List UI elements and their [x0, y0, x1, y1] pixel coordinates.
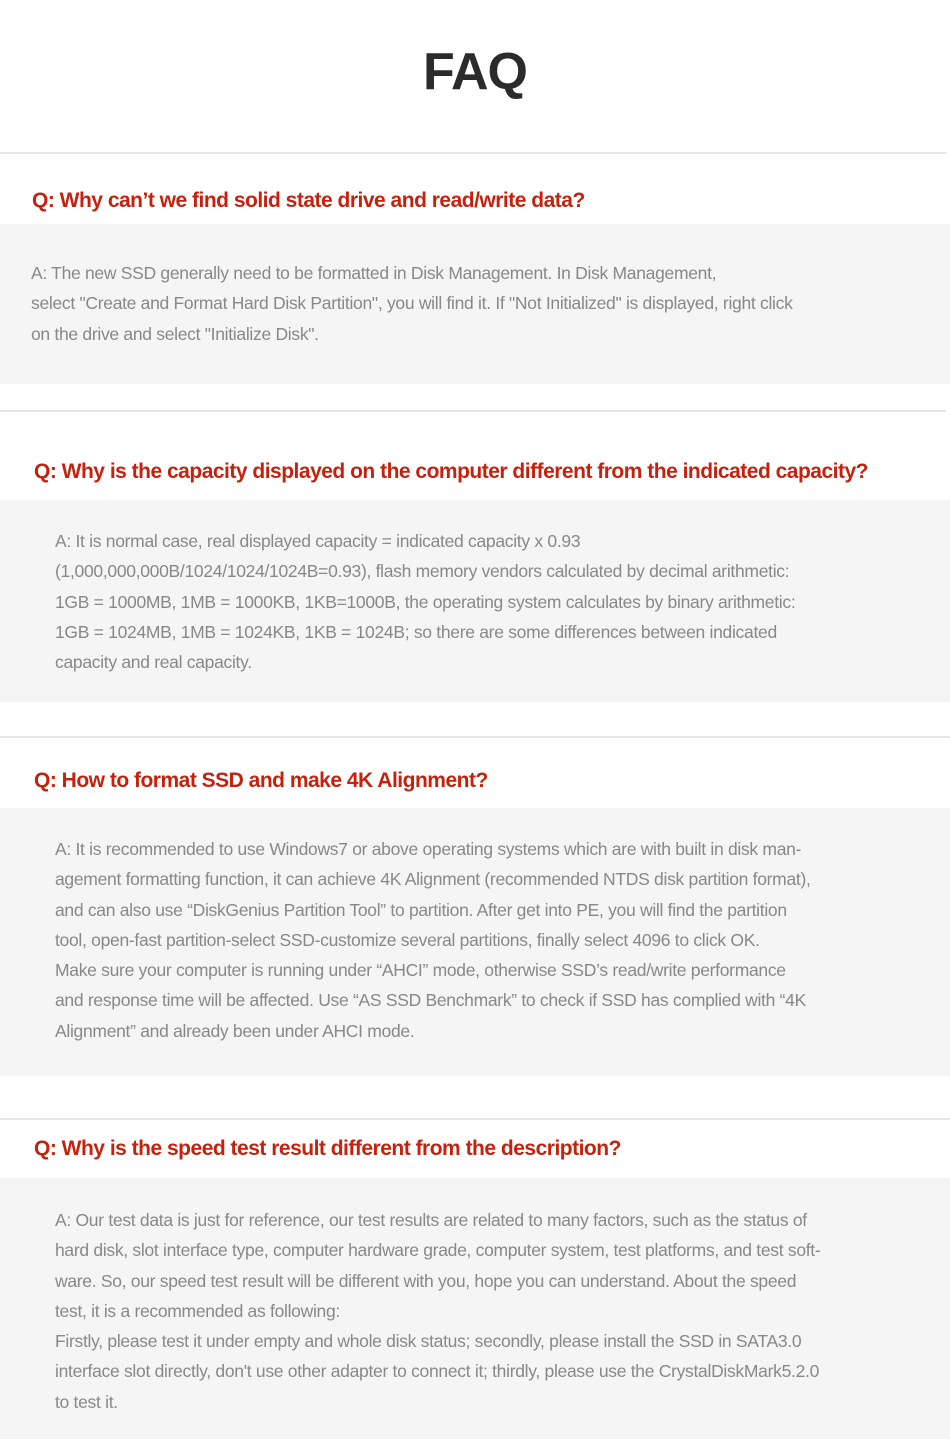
- faq-answer: [55, 526, 795, 677]
- faq-answer-line: and can also use “DiskGenius Partition Tool” to partition. After get into PE, you will find the partition: [55, 899, 787, 920]
- faq-answer-line: interface slot directly, don't use other adapter to connect it; thirdly, please use the CrystalDiskMark5.2.0: [55, 1361, 820, 1382]
- faq-answer-line: agement formatting function, it can achieve 4K Alignment (recommended NTDS disk partition format),: [55, 869, 811, 890]
- faq-answer-line: and response time will be affected. Use “AS SSD Benchmark” to check if SSD has complied with “4K: [55, 990, 806, 1011]
- faq-answer-line: capacity and real capacity.: [55, 652, 252, 673]
- faq-answer-line: 1GB = 1000MB, 1MB = 1000KB, 1KB=1000B, the operating system calculates by binary arithmetic:: [55, 591, 796, 612]
- faq-question: Q: Why is the capacity displayed on the computer different from the indicated capacity?: [34, 460, 868, 483]
- faq-answer-line: Alignment” and already been under AHCI mode.: [55, 1020, 415, 1041]
- faq-answer-line: ware. So, our speed test result will be different with you, hope you can understand. About the speed: [55, 1270, 797, 1291]
- faq-answer: [55, 1205, 820, 1417]
- section-divider: [0, 410, 946, 412]
- section-divider: [0, 152, 946, 154]
- faq-answer-line: to test it.: [55, 1391, 118, 1412]
- faq-answer-line: select "Create and Format Hard Disk Partition", you will find it. If "Not Initialized" is displayed, right click: [31, 293, 793, 314]
- section-divider: [0, 1118, 950, 1120]
- faq-question: Q: Why is the speed test result different from the description?: [34, 1137, 621, 1160]
- faq-answer-line: tool, open-fast partition-select SSD-customize several partitions, finally select 4096 to click OK.: [55, 929, 760, 950]
- faq-answer-line: A: It is normal case, real displayed capacity = indicated capacity x 0.93: [55, 531, 581, 551]
- faq-answer-line: on the drive and select "Initialize Disk".: [31, 323, 319, 344]
- page-title: FAQ: [423, 43, 527, 101]
- faq-question: Q: Why can’t we find solid state drive and read/write data?: [32, 189, 585, 212]
- faq-answer-line: test, it is a recommended as following:: [55, 1300, 340, 1321]
- faq-answer-line: Firstly, please test it under empty and whole disk status; secondly, please install the SSD in SATA3.0: [55, 1331, 802, 1352]
- faq-answer-line: Make sure your computer is running under “AHCI” mode, otherwise SSD’s read/write performance: [55, 960, 786, 981]
- faq-answer: [55, 834, 811, 1046]
- faq-answer-line: (1,000,000,000B/1024/1024/1024B=0.93), flash memory vendors calculated by decimal arithmetic:: [55, 561, 790, 582]
- faq-answer-line: A: It is recommended to use Windows7 or above operating systems which are with built in disk man-: [55, 839, 802, 859]
- faq-question: Q: How to format SSD and make 4K Alignment?: [34, 769, 488, 792]
- faq-answer-line: A: The new SSD generally need to be formatted in Disk Management. In Disk Management,: [31, 263, 717, 283]
- faq-answer: [31, 258, 793, 349]
- faq-answer-line: hard disk, slot interface type, computer hardware grade, computer system, test platforms, and test soft-: [55, 1240, 821, 1261]
- faq-answer-line: A: Our test data is just for reference, our test results are related to many factors, such as the status of: [55, 1210, 807, 1230]
- section-divider: [0, 736, 950, 738]
- faq-answer-line: 1GB = 1024MB, 1MB = 1024KB, 1KB = 1024B; so there are some differences between indicated: [55, 621, 777, 642]
